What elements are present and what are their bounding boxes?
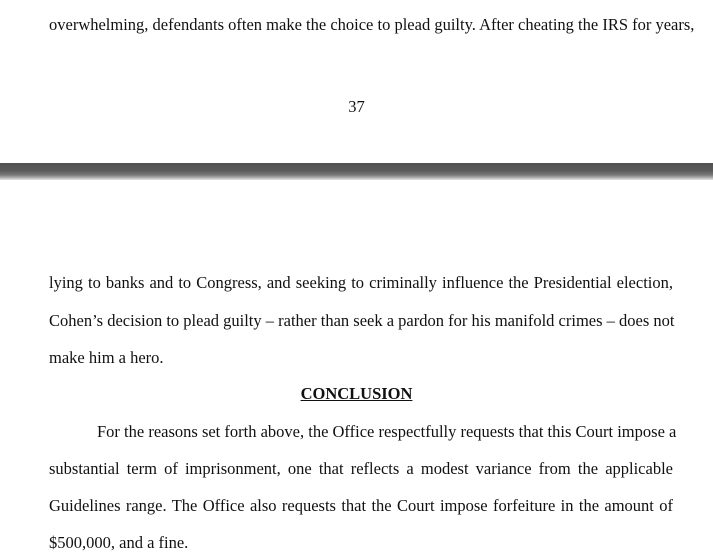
text-line: Guidelines range. The Office also requests that the Court impose forfeiture in the amount of <box>49 496 673 515</box>
text-line: lying to banks and to Congress, and seeking to criminally influence the Presidential election, <box>49 273 673 292</box>
text-line: $500,000, and a fine. <box>49 533 189 552</box>
text-line: Cohen’s decision to plead guilty – rather than seek a pardon for his manifold crimes – does not <box>49 311 675 330</box>
page-37 <box>0 0 713 163</box>
page-separator <box>0 163 713 180</box>
text-line: substantial term of imprisonment, one that reflects a modest variance from the applicable <box>49 459 673 478</box>
text-line: For the reasons set forth above, the Office respectfully requests that this Court impose a <box>97 422 677 441</box>
page-number: 37 <box>348 97 365 116</box>
text-line: make him a hero. <box>49 348 164 367</box>
section-heading: CONCLUSION <box>300 384 413 403</box>
page-38 <box>0 180 713 555</box>
text-line: overwhelming, defendants often make the choice to plead guilty. After cheating the IRS for years, <box>49 15 695 34</box>
